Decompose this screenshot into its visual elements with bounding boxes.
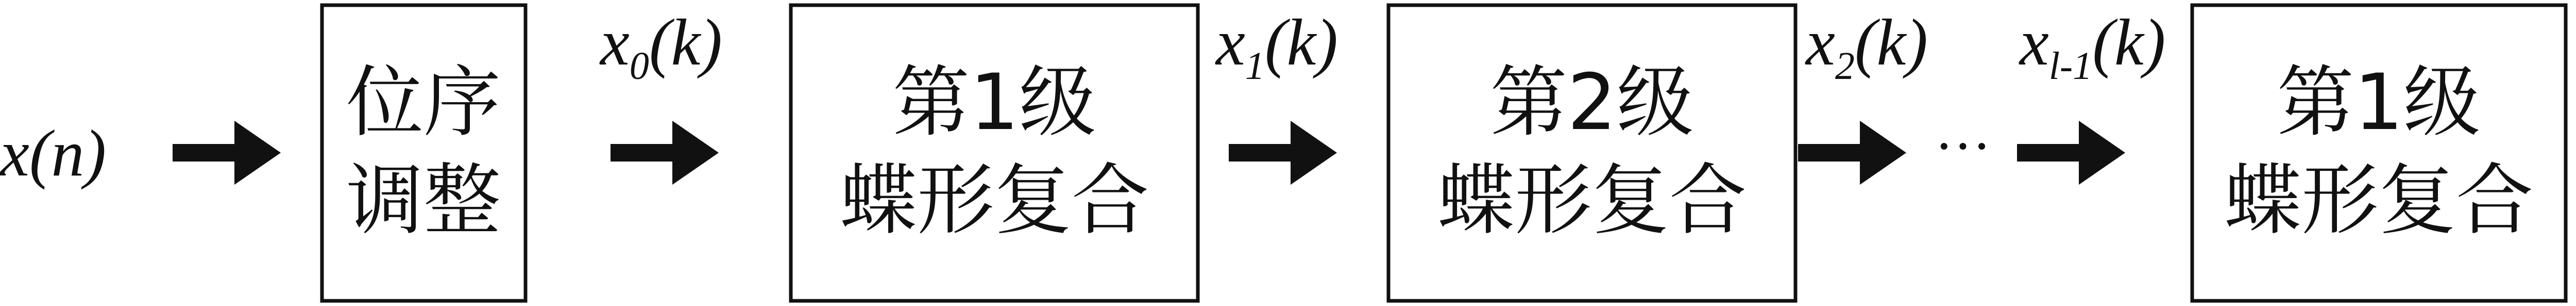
flow-arrow	[1798, 121, 1906, 185]
stage-1-line2: 蝶形复合	[839, 156, 1149, 246]
flow-arrow	[173, 121, 281, 185]
input-label: x(n)	[0, 117, 107, 190]
signal-x1-label: $x_1(k)$	[1216, 6, 1338, 88]
signal-x0-label: $x_0(k)$	[600, 6, 722, 88]
stage-l-box	[2192, 5, 2566, 301]
stage-l-line1: 第1级	[2277, 58, 2481, 148]
stage-2-line1: 第2级	[1490, 58, 1694, 148]
stage-l-line2: 蝶形复合	[2224, 156, 2534, 246]
flow-arrow	[1229, 121, 1337, 185]
bit-reverse-line1: 位序	[346, 58, 501, 148]
stage-2-line2: 蝶形复合	[1437, 156, 1747, 246]
bit-reverse-box	[322, 5, 526, 301]
signal-x2-label: $x_2(k)$	[1806, 6, 1928, 88]
stage-1-box	[791, 5, 1198, 301]
stage-1-line1: 第1级	[892, 58, 1096, 148]
ellipsis: ···	[1935, 115, 1991, 178]
flow-arrow	[611, 121, 719, 185]
flow-arrow	[2017, 121, 2125, 185]
stage-2-box	[1388, 5, 1795, 301]
signal-xl-minus-1-label: $x_{l-1}(k)$	[2020, 6, 2166, 88]
bit-reverse-line2: 调整	[346, 156, 501, 246]
